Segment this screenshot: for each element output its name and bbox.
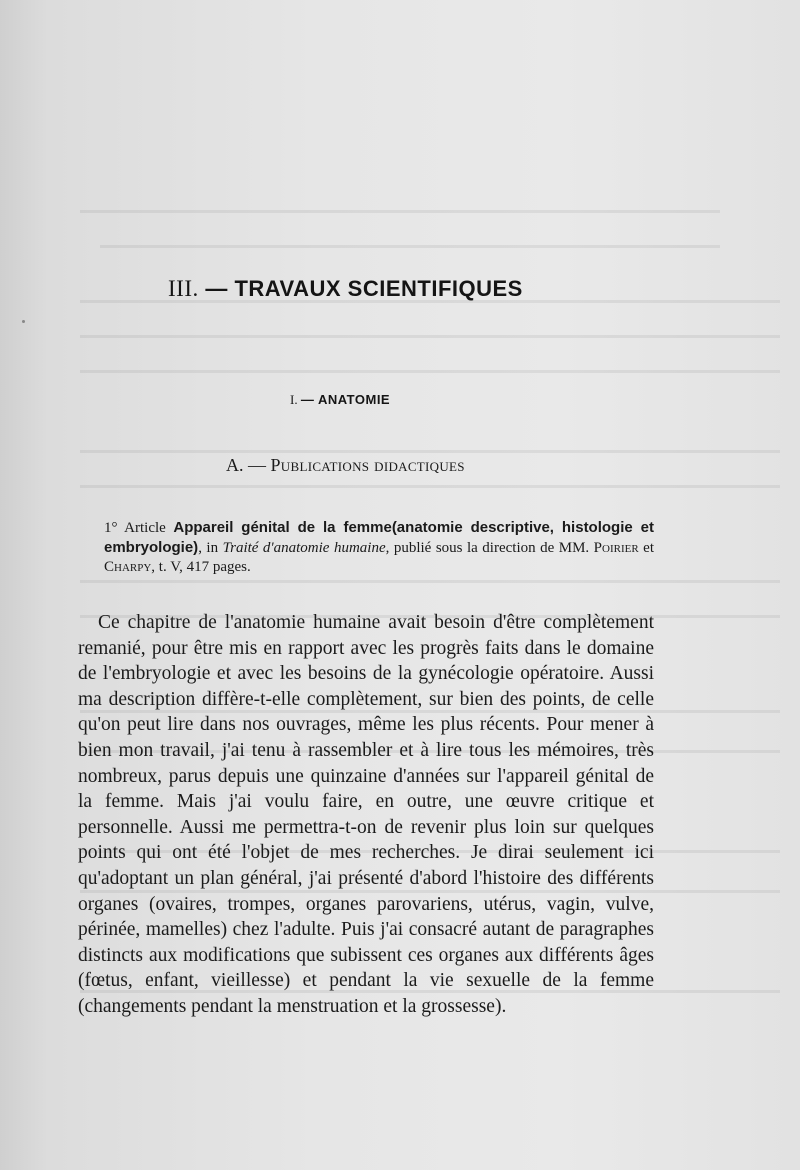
- paper-speck: [22, 320, 25, 323]
- article-author-2: Charpy: [104, 559, 152, 575]
- subsection-numeral: I.: [290, 392, 298, 407]
- section-title: — TRAVAUX SCIENTIFIQUES: [205, 276, 523, 301]
- subsection-title: — ANATOMIE: [300, 392, 391, 407]
- body-text: [78, 610, 654, 1020]
- subsubsection-title: Publications didactiques: [270, 455, 465, 475]
- article-title-paren: (anatomie descriptive, histologie et embryologie): [104, 519, 654, 556]
- section-heading: [168, 276, 588, 302]
- article-book: Traité d'anatomie humaine: [222, 540, 386, 556]
- body-paragraph: Ce chapitre de l'anatomie humaine avait besoin d'être complètement remanié, pour être mis en rapport avec les progrès faits dans le domaine de l'embryologie et avec les besoins de la gynécologie opératoire. Aussi ma description diffère-t-elle complètement, sur bien des points, de celle qu'on peut lire dans nos ouvrages, même les plus récents. Pour mener à bien mon travail, j'ai tenu à rassembler et à lire tous les mémoires, très nombreux, parus depuis une quinzaine d'années sur l'appareil génital de la femme. Mais j'ai voulu faire, en outre, une œuvre critique et personnelle. Aussi me permettra-t-on de revenir plus loin sur quelques points qui ont été l'objet de mes recherches. Je dirai seulement ici qu'adoptant un plan général, j'ai présenté d'abord l'histoire des différents organes (ovaires, trompes, organes parovariens, utérus, vagin, vulve, périnée, mamelles) chez l'adulte. Puis j'ai consacré autant de paragraphes distincts aux modifications que subissent ces organes aux différents âges (fœtus, enfant, vieillesse) et pendant la vie sexuelle de la femme (changements pendant la menstruation et la grossesse).: [78, 612, 654, 1017]
- article-in-text: , in: [198, 540, 223, 556]
- subsection-heading: [290, 392, 390, 408]
- article-tail: , t. V, 417 pages.: [151, 559, 251, 575]
- article-number: 1° Article: [104, 520, 166, 536]
- article-pub-text: , publié sous la direction de MM.: [385, 540, 594, 556]
- subsubsection-heading: [226, 455, 465, 476]
- section-numeral: III.: [168, 276, 199, 301]
- subsubsection-letter: A.: [226, 455, 244, 475]
- subsubsection-dash: —: [248, 455, 266, 475]
- article-and-text: et: [638, 540, 655, 556]
- article-title: Appareil génital de la femme: [173, 519, 392, 536]
- article-citation: [104, 518, 654, 577]
- article-author-1: Poirier: [593, 540, 639, 556]
